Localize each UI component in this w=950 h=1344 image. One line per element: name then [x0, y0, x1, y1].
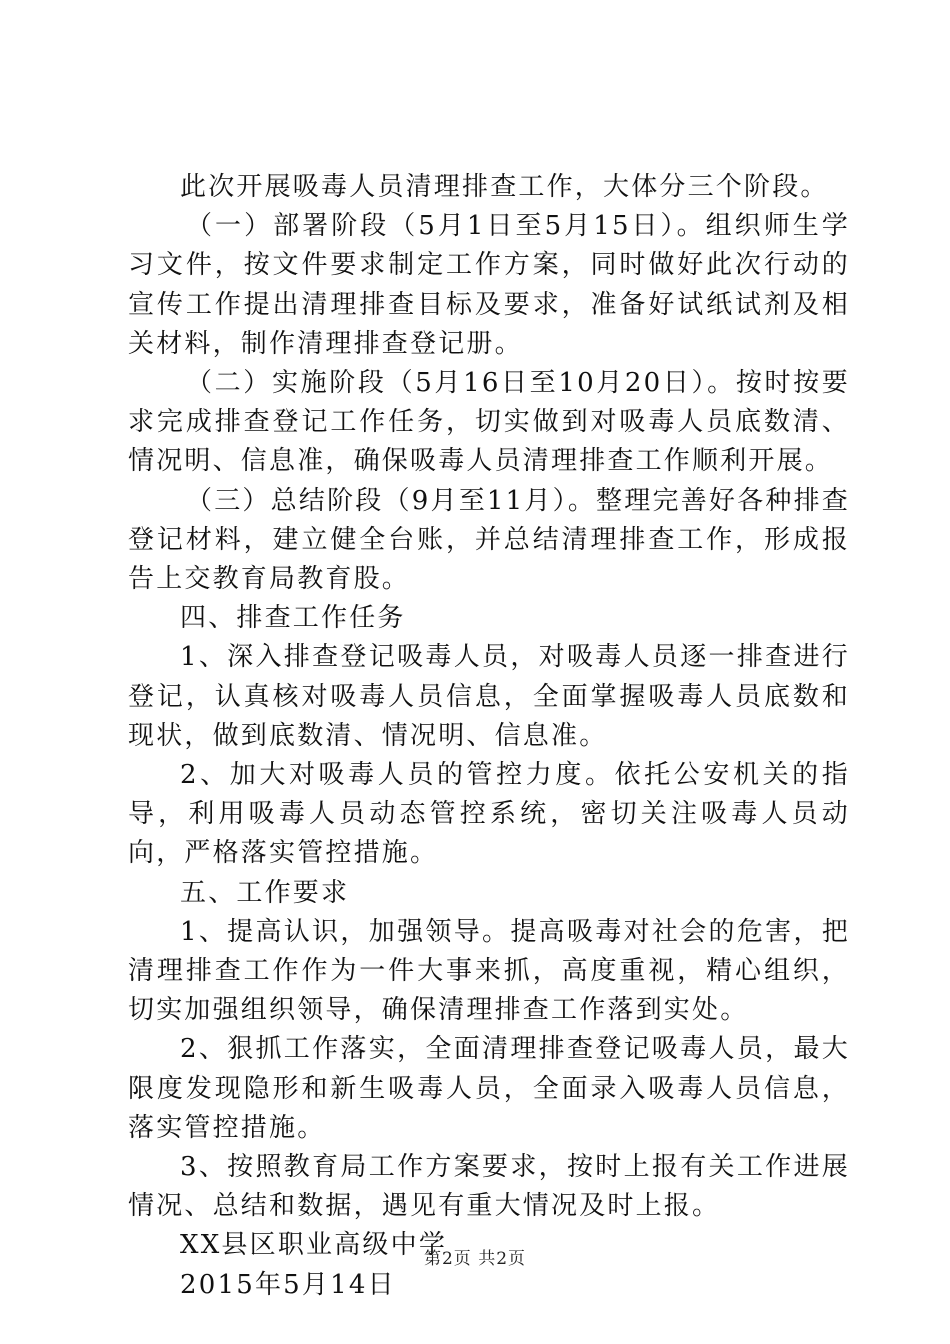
paragraph-stage-deploy: （一）部署阶段（5月1日至5月15日）。组织师生学习文件，按文件要求制定工作方案，同时做好此次行动的宣传工作提出清理排查目标及要求，准备好试纸试剂及相关材料，制作清理排查登记册。: [128, 211, 850, 359]
section-heading-tasks: 四、排查工作任务: [180, 603, 406, 634]
signature-organization: XX县区职业高级中学: [180, 1230, 448, 1261]
section-heading-requirements: 五、工作要求: [180, 877, 350, 908]
paragraph-requirement-3: 3、按照教育局工作方案要求，按时上报有关工作进展情况、总结和数据，遇见有重大情况及时上报。: [128, 1152, 850, 1222]
paragraph-stage-implement: （二）实施阶段（5月16日至10月20日）。按时按要求完成排查登记工作任务，切实做到对吸毒人员底数清、情况明、信息准，确保吸毒人员清理排查工作顺利开展。: [128, 368, 850, 477]
signature-date: 2015年5月14日: [180, 1269, 396, 1300]
paragraph-stage-summary: （三）总结阶段（9月至11月）。整理完善好各种排查登记材料，建立健全台账，并总结清理排查工作，形成报告上交教育局教育股。: [128, 485, 850, 595]
paragraph-requirement-1: 1、提高认识，加强领导。提高吸毒对社会的危害，把清理排查工作作为一件大事来抓，高度重视，精心组织，切实加强组织领导，确保清理排查工作落到实处。: [128, 916, 850, 1026]
paragraph-task-2: 2、加大对吸毒人员的管控力度。依托公安机关的指导，利用吸毒人员动态管控系统，密切关注吸毒人员动向，严格落实管控措施。: [128, 760, 850, 869]
page-number-footer: 第2页 共2页: [423, 1249, 527, 1269]
paragraph-task-1: 1、深入排查登记吸毒人员，对吸毒人员逐一排查进行登记，认真核对吸毒人员信息，全面掌握吸毒人员底数和现状，做到底数清、情况明、信息准。: [128, 642, 850, 751]
paragraph-intro: 此次开展吸毒人员清理排查工作，大体分三个阶段。: [180, 172, 829, 202]
document-body: [128, 168, 850, 1305]
paragraph-requirement-2: 2、狠抓工作落实，全面清理排查登记吸毒人员，最大限度发现隐形和新生吸毒人员，全面录入吸毒人员信息，落实管控措施。: [128, 1034, 850, 1143]
